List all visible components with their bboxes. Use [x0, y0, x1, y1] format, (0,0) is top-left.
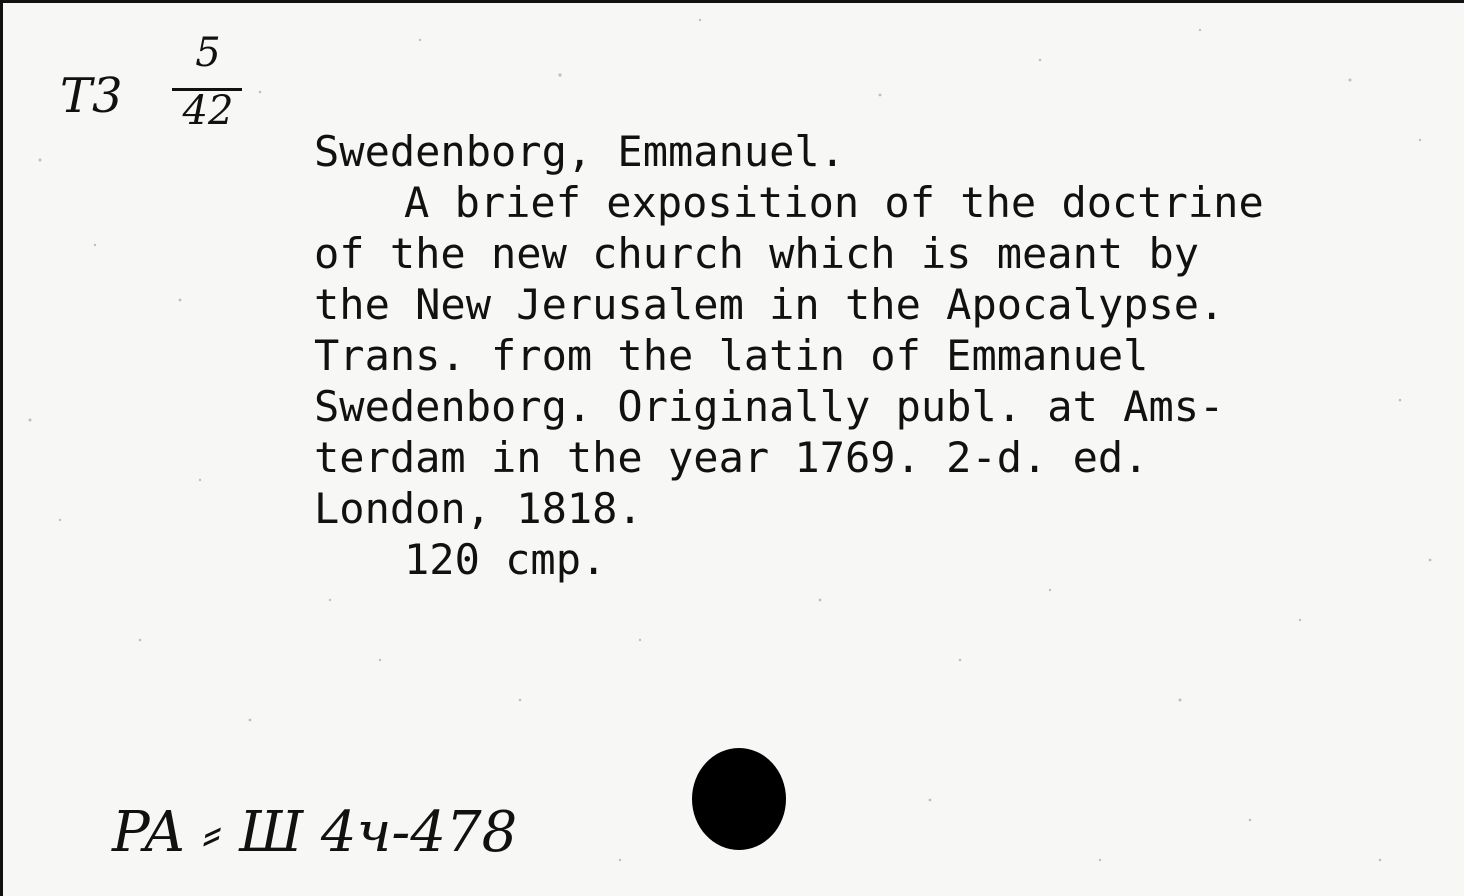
title-line: London, 1818. — [314, 484, 643, 533]
call-number-numerator: 5 — [195, 30, 221, 76]
call-number-denominator: 42 — [182, 88, 234, 134]
title-line: Swedenborg. Originally publ. at Ams- — [314, 382, 1225, 431]
title-line: terdam in the year 1769. 2-d. ed. — [314, 433, 1149, 482]
title-line: A brief exposition of the doctrine — [404, 178, 1264, 227]
call-number-prefix: T3 — [60, 68, 123, 124]
title-line: the New Jerusalem in the Apocalypse. — [314, 280, 1225, 329]
inventory-number: PA ⸗ Ш 4ч-478 — [112, 800, 518, 865]
title-line: Trans. from the latin of Emmanuel — [314, 331, 1149, 380]
author-heading: Swedenborg, Emmanuel. — [314, 127, 846, 176]
title-line: of the new church which is meant by — [314, 229, 1200, 278]
bibliographic-entry — [314, 126, 1454, 585]
punch-hole — [692, 748, 786, 850]
pagination: 120 cmp. — [404, 535, 607, 584]
